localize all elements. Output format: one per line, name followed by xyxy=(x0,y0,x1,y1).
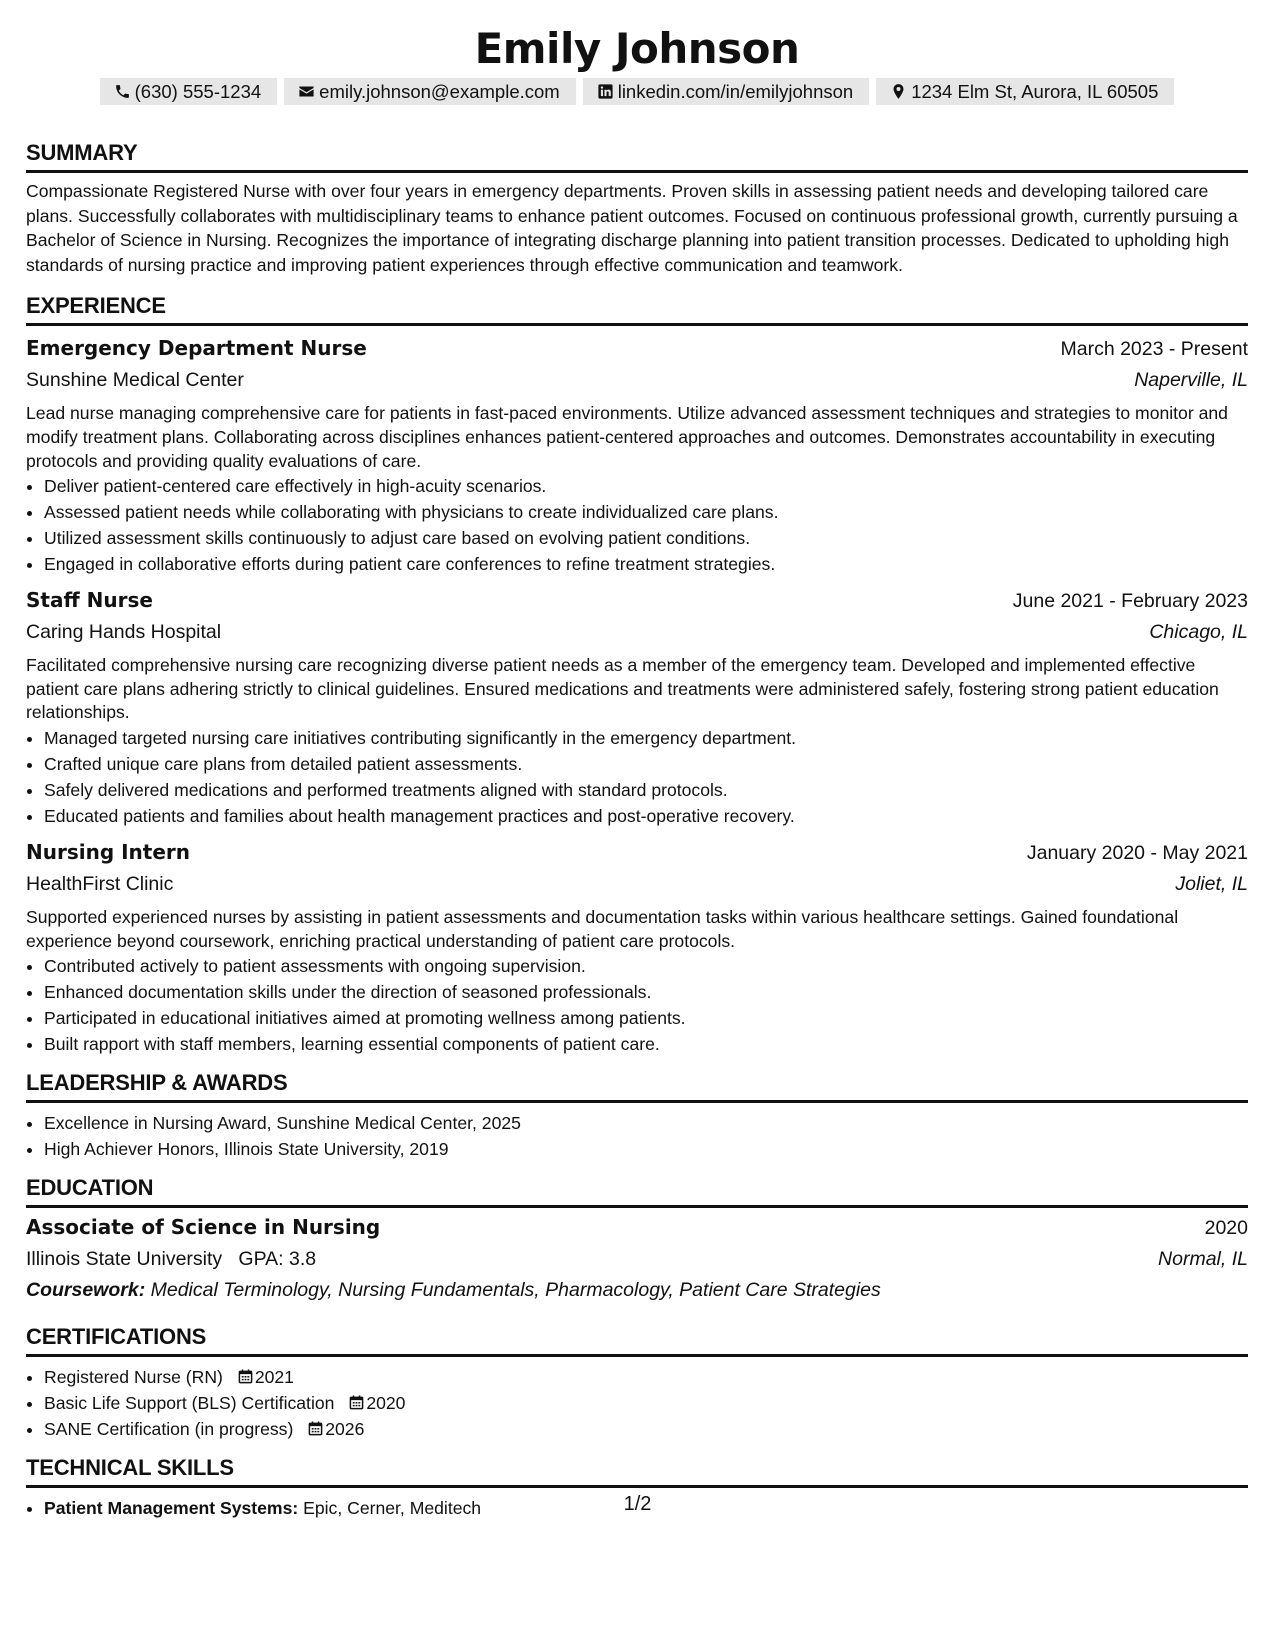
job-bullets xyxy=(26,725,1248,829)
job-dates: June 2021 - February 2023 xyxy=(1012,590,1248,613)
linkedin-text: linkedin.com/in/emilyjohnson xyxy=(617,80,854,102)
degree-title: Associate of Science in Nursing xyxy=(26,1215,381,1240)
job-title: Nursing Intern xyxy=(26,839,191,864)
contact-phone[interactable] xyxy=(100,78,278,105)
section-title: EDUCATION xyxy=(26,1174,1248,1208)
contact-address xyxy=(876,78,1174,105)
job-description: Supported experienced nurses by assisting in patient assessments and documentation tasks within various healthcare settings. Gained foundational experience beyond coursework, enriching practical understanding of patient care protocols. xyxy=(26,906,1179,951)
linkedin-icon xyxy=(597,83,614,100)
section-title: CERTIFICATIONS xyxy=(26,1323,1248,1357)
resume-page xyxy=(26,0,1248,1521)
job-entry xyxy=(26,837,1248,1057)
job-title: Emergency Department Nurse xyxy=(26,336,367,361)
awards-list xyxy=(26,1110,1248,1162)
list-item: • Safely delivered medications and performed treatments aligned with standard protocols. xyxy=(44,777,1248,803)
job-dates: March 2023 - Present xyxy=(1060,338,1248,361)
list-item xyxy=(44,1364,1248,1390)
school-location: Normal, IL xyxy=(1158,1248,1248,1271)
section-title: LEADERSHIP & AWARDS xyxy=(26,1069,1248,1103)
list-item: • Deliver patient-centered care effectively in high-acuity scenarios. xyxy=(44,473,1248,499)
coursework-label: Coursework: xyxy=(26,1279,146,1302)
envelope-icon xyxy=(298,83,315,100)
list-item: • Excellence in Nursing Award, Sunshine Medical Center, 2025 xyxy=(44,1110,1248,1136)
list-item: • Managed targeted nursing care initiatives contributing significantly in the emergency department. xyxy=(44,725,1248,751)
calendar-icon xyxy=(349,1395,364,1410)
job-employer: Caring Hands Hospital xyxy=(26,621,222,644)
school-line xyxy=(26,1244,316,1275)
job-location: Joliet, IL xyxy=(1175,872,1248,895)
job-location: Chicago, IL xyxy=(1149,621,1248,644)
skill-values: Epic, Cerner, Meditech xyxy=(303,1498,482,1519)
section-title: EXPERIENCE xyxy=(26,292,1248,326)
job-employer: Sunshine Medical Center xyxy=(26,369,244,392)
list-item: • Assessed patient needs while collaborating with physicians to create individualized care plans. xyxy=(44,499,1248,525)
skill-category: Patient Management Systems: xyxy=(44,1498,299,1519)
list-item: • Crafted unique care plans from detailed patient assessments. xyxy=(44,751,1248,777)
address-text: 1234 Elm St, Aurora, IL 60505 xyxy=(911,80,1159,102)
list-item: • Contributed actively to patient assessments with ongoing supervision. xyxy=(44,953,1248,979)
coursework-line xyxy=(26,1275,1248,1306)
candidate-name: Emily Johnson xyxy=(474,24,800,73)
job-bullets xyxy=(26,953,1248,1057)
section-title: SUMMARY xyxy=(26,139,1248,173)
job-bullets xyxy=(26,473,1248,577)
certification-name: Registered Nurse (RN) xyxy=(44,1367,223,1388)
calendar-icon xyxy=(238,1369,253,1384)
list-item: • High Achiever Honors, Illinois State University, 2019 xyxy=(44,1136,1248,1162)
list-item xyxy=(44,1416,1248,1442)
job-description: Facilitated comprehensive nursing care recognizing diverse patient needs as a member of the emergency team. Developed and implemented effective patient care plans adhering strictly to clinical guidelines. Ensured medications and treatments were administered safely, fostering strong patient education relationships. xyxy=(26,655,1219,723)
gpa: GPA: 3.8 xyxy=(238,1248,317,1271)
certification-year: 2026 xyxy=(325,1419,365,1440)
job-location: Naperville, IL xyxy=(1134,369,1248,392)
job-description: Lead nurse managing comprehensive care for patients in fast-paced environments. Utilize advanced assessment techniques and strategies to monitor and modify treatment plans. Collaborating across disciplines enhances patient-centered approaches and outcomes. Demonstrates accountability in executing protocols and providing quality evaluations of care. xyxy=(26,403,1228,471)
leadership-section xyxy=(26,1069,1248,1162)
list-item: • Engaged in collaborative efforts during patient care conferences to refine treatment strategies. xyxy=(44,551,1248,577)
job-employer: HealthFirst Clinic xyxy=(26,872,174,895)
contact-email[interactable] xyxy=(284,78,576,105)
certifications-list xyxy=(26,1364,1248,1442)
list-item xyxy=(44,1390,1248,1416)
certification-name: SANE Certification (in progress) xyxy=(44,1419,294,1440)
email-text: emily.johnson@example.com xyxy=(319,80,560,102)
list-item: • Utilized assessment skills continuously to adjust care based on evolving patient conditions. xyxy=(44,525,1248,551)
school-name: Illinois State University xyxy=(26,1248,223,1271)
certifications-section xyxy=(26,1323,1248,1442)
list-item: • Built rapport with staff members, learning essential components of patient care. xyxy=(44,1031,1248,1057)
list-item: • Educated patients and families about health management practices and post-operative recovery. xyxy=(44,803,1248,829)
job-dates: January 2020 - May 2021 xyxy=(1026,841,1248,864)
certification-year: 2020 xyxy=(366,1393,406,1414)
education-section xyxy=(26,1174,1248,1306)
contact-linkedin[interactable] xyxy=(583,78,869,105)
experience-section xyxy=(26,292,1248,1057)
job-entry xyxy=(26,333,1248,577)
graduation-year: 2020 xyxy=(1204,1217,1248,1240)
certification-year: 2021 xyxy=(254,1367,294,1388)
list-item: • Participated in educational initiatives aimed at promoting wellness among patients. xyxy=(44,1005,1248,1031)
page-number: 1/2 xyxy=(623,1493,652,1515)
phone-text: (630) 555-1234 xyxy=(134,80,262,102)
contact-bar xyxy=(26,78,1248,105)
summary-section xyxy=(26,139,1248,277)
job-title: Staff Nurse xyxy=(26,588,153,613)
list-item: • Enhanced documentation skills under the direction of seasoned professionals. xyxy=(44,979,1248,1005)
certification-name: Basic Life Support (BLS) Certification xyxy=(44,1393,335,1414)
summary-text: Compassionate Registered Nurse with over four years in emergency departments. Proven skills in assessing patient needs and developing tailored care plans. Successfully collaborates with multidisciplinary teams to enhance patient outcomes. Focused on continuous professional growth, currently pursuing a Bachelor of Science in Nursing. Recognizes the importance of integrating discharge planning into patient transition processes. Dedicated to upholding high standards of nursing practice and improving patient experiences through effective communication and teamwork. xyxy=(26,181,1238,275)
job-entry xyxy=(26,585,1248,829)
coursework-list: Medical Terminology, Nursing Fundamentals, Pharmacology, Patient Care Strategies xyxy=(150,1279,881,1302)
section-title: TECHNICAL SKILLS xyxy=(26,1454,1248,1488)
calendar-icon xyxy=(308,1421,323,1436)
phone-icon xyxy=(114,83,131,100)
map-pin-icon xyxy=(890,83,907,100)
